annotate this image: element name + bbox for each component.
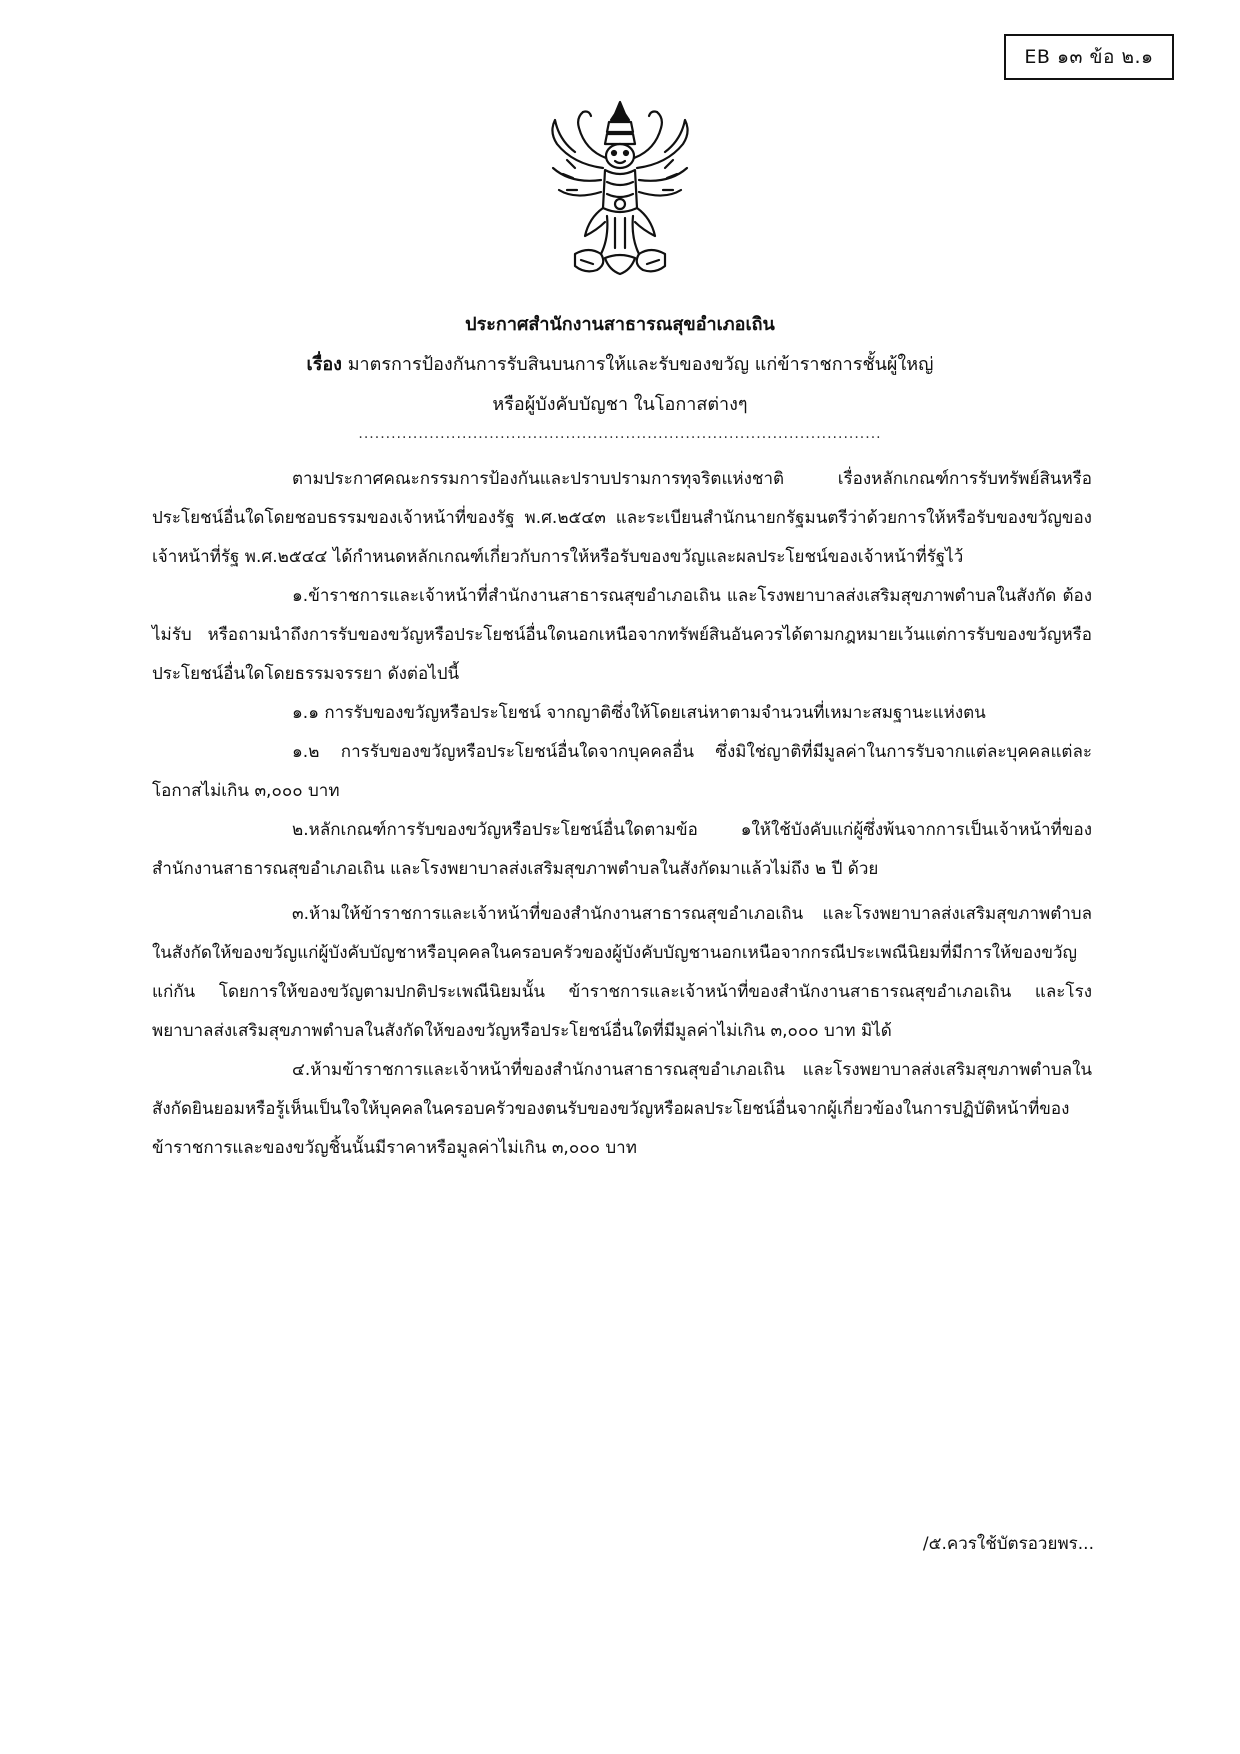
announcement-body	[152, 460, 1092, 1168]
clause-4: ๔.ห้ามข้าราชการและเจ้าหน้าที่ของสำนักงานสาธารณสุขอำเภอเถิน และโรงพยาบาลส่งเสริมสุขภาพตำบลในสังกัดยินยอมหรือรู้เห็นเป็นใจให้บุคคลในครอบครัวของตนรับของขวัญหรือผลประโยชน์อื่นจากผู้เกี่ยวข้องในการปฏิบัติหน้าที่ของข้าราชการและของขวัญชิ้นนั้นมีราคาหรือมูลค่าไม่เกิน ๓,๐๐๐ บาท	[152, 1060, 1092, 1158]
dotted-separator: ................................................................................................	[358, 426, 882, 442]
garuda-emblem-icon	[545, 98, 695, 280]
clause-1-2: ๑.๒ การรับของขวัญหรือประโยชน์อื่นใดจากบุคคลอื่น ซึ่งมิใช่ญาติที่มีมูลค่าในการรับจากแต่ละบุคคลแต่ละโอกาสไม่เกิน ๓,๐๐๐ บาท	[152, 742, 1092, 801]
clause-2: ๒.หลักเกณฑ์การรับของขวัญหรือประโยชน์อื่นใดตามข้อ ๑ให้ใช้บังคับแก่ผู้ซึ่งพ้นจากการเป็นเจ้าหน้าที่ของสำนักงานสาธารณสุขอำเภอเถิน และโรงพยาบาลส่งเสริมสุขภาพตำบลในสังกัดมาแล้วไม่ถึง ๒ ปี ด้วย	[152, 820, 1092, 879]
announcement-issuer: ประกาศสำนักงานสาธารณสุขอำเภอเถิน	[465, 314, 775, 335]
clause-3: ๓.ห้ามให้ข้าราชการและเจ้าหน้าที่ของสำนักงานสาธารณสุขอำเภอเถิน และโรงพยาบาลส่งเสริมสุขภาพตำบลในสังกัดให้ของขวัญแก่ผู้บังคับบัญชาหรือบุคคลในครอบครัวของผู้บังคับบัญชานอกเหนือจากกรณีประเพณีนิยมที่มีการให้ของขวัญแก่กัน โดยการให้ของขวัญตามปกติประเพณีนิยมนั้น ข้าราชการและเจ้าหน้าที่ของสำนักงานสาธารณสุขอำเภอเถิน และโรงพยาบาลส่งเสริมสุขภาพตำบลในสังกัดให้ของขวัญหรือประโยชน์อื่นใดที่มีมูลค่าไม่เกิน ๓,๐๐๐ บาท มิได้	[152, 904, 1092, 1041]
clause-1: ๑.ข้าราชการและเจ้าหน้าที่สำนักงานสาธารณสุขอำเภอเถิน และโรงพยาบาลส่งเสริมสุขภาพตำบลในสังกัด ต้องไม่รับ หรือถามนำถึงการรับของขวัญหรือประโยชน์อื่นใดนอกเหนือจากทรัพย์สินอันควรได้ตามกฎหมายเว้นแต่การรับของขวัญหรือประโยชน์อื่นใดโดยธรรมจรรยา ดังต่อไปนี้	[152, 586, 1092, 684]
subject-label: เรื่อง	[306, 354, 342, 375]
subject-line-1: มาตรการป้องกันการรับสินบนการให้และรับของขวัญ แก่ข้าราชการชั้นผู้ใหญ่	[341, 354, 934, 375]
intro-paragraph: ตามประกาศคณะกรรมการป้องกันและปราบปรามการทุจริตแห่งชาติ เรื่องหลักเกณฑ์การรับทรัพย์สินหรือประโยชน์อื่นใดโดยชอบธรรมของเจ้าหน้าที่ของรัฐ พ.ศ.๒๕๔๓ และระเบียนสำนักนายกรัฐมนตรีว่าด้วยการให้หรือรับของขวัญของเจ้าหน้าที่รัฐ พ.ศ.๒๕๔๔ ได้กำหนดหลักเกณฑ์เกี่ยวกับการให้หรือรับของขวัญและผลประโยชน์ของเจ้าหน้าที่รัฐไว้	[152, 469, 1092, 567]
reference-code: EB ๑๓ ข้อ ๒.๑	[1024, 46, 1154, 68]
announcement-subject	[0, 349, 1240, 378]
clause-1-1: ๑.๑ การรับของขวัญหรือประโยชน์ จากญาติซึ่งให้โดยเสน่หาตามจำนวนที่เหมาะสมฐานะแห่งตน	[292, 703, 986, 723]
reference-code-box	[1004, 34, 1174, 80]
subject-line-2: หรือผู้บังคับบัญชา ในโอกาสต่างๆ	[492, 394, 748, 415]
continuation-note: /๕.ควรใช้บัตรอวยพร...	[922, 1534, 1094, 1554]
